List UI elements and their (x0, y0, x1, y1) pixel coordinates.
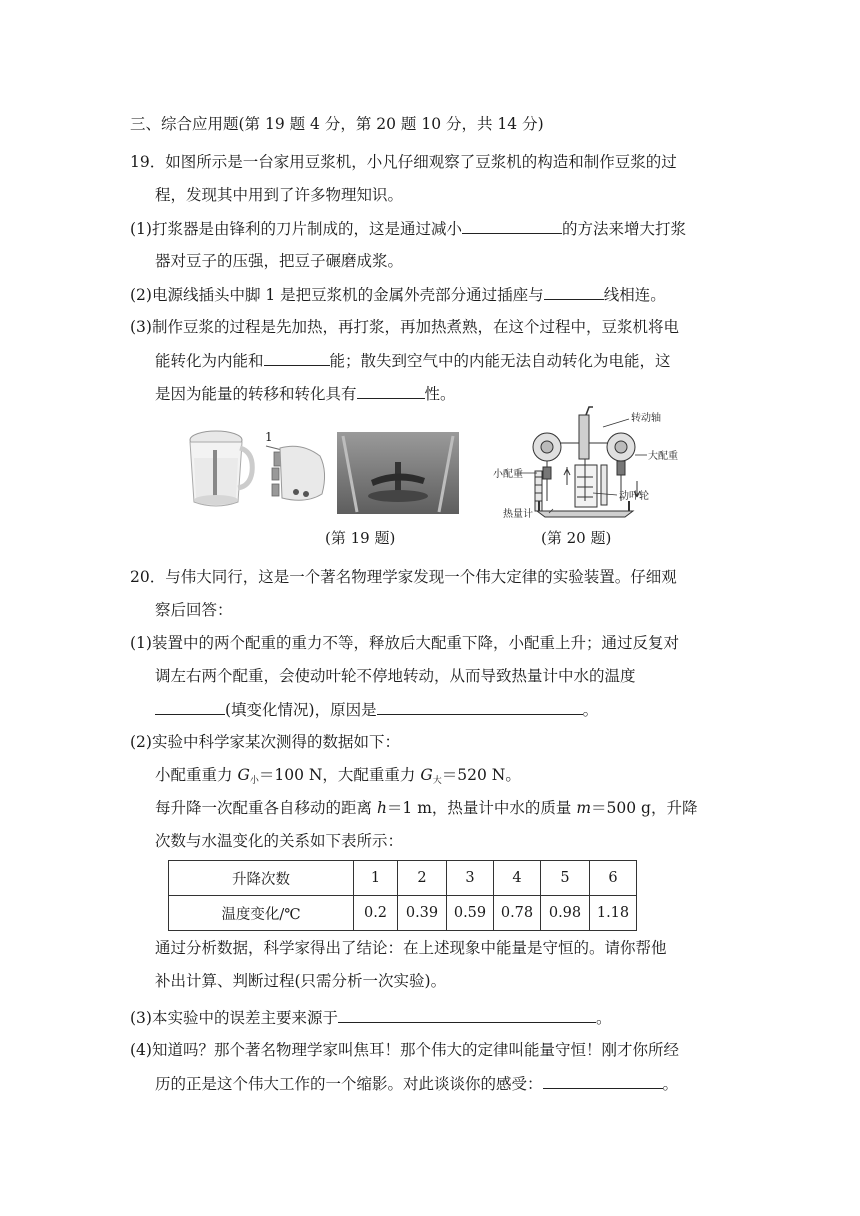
q20-part3-text-a: (3)本实验中的误差主要来源于 (130, 1009, 338, 1027)
q20-part4-blank[interactable] (543, 1072, 663, 1089)
q20-part2-line2 (155, 764, 521, 792)
table-header-cell: 温度变化/℃ (169, 896, 354, 931)
q20-part4-text-b: 历的正是这个伟大工作的一个缩影。对此谈谈你的感受： (155, 1075, 543, 1093)
q20-part1-blank2[interactable] (377, 698, 583, 715)
q19-part1-line1 (130, 217, 686, 240)
q19-part3-blank2[interactable] (357, 382, 425, 399)
q19-part2-text-a: (2)电源线插头中脚 1 是把豆浆机的金属外壳部分通过插座与 (130, 286, 544, 304)
q19-stem-line2: 程，发现其中用到了许多物理知识。 (155, 186, 404, 204)
q20-part4-line2 (155, 1072, 678, 1095)
q20-part1-blank1[interactable] (155, 698, 225, 715)
table-cell: 3 (447, 861, 494, 896)
data-table (168, 860, 637, 931)
table-cell: 5 (541, 861, 590, 896)
blender-blade-image (337, 432, 459, 514)
q20-stem-line2: 察后回答： (155, 601, 233, 619)
q19-part2-text-b: 线相连。 (603, 286, 666, 304)
q19-part1-blank[interactable] (462, 217, 562, 234)
q20-part1-line1: (1)装置中的两个配重的重力不等，释放后大配重下降，小配重上升；通过反复对 (130, 634, 679, 652)
table-cell: 0.98 (541, 896, 590, 931)
q19-part3-line1: (3)制作豆浆的过程是先加热，再打浆，再加热煮熟，在这个过程中，豆浆机将电 (130, 318, 679, 336)
section-title: 三、综合应用题(第 19 题 4 分，第 20 题 10 分，共 14 分) (130, 115, 544, 133)
q20-part2-line4: 次数与水温变化的关系如下表所示： (155, 832, 404, 850)
q20-part3-blank[interactable] (338, 1006, 596, 1023)
q20-part3-text-b: 。 (595, 1009, 612, 1027)
table-cell: 1 (354, 861, 398, 896)
q19-part1-text-b: 的方法来增大打浆 (561, 220, 686, 238)
label-impeller: 动叶轮 (619, 491, 649, 502)
q20-part1-text-d: 。 (582, 701, 599, 719)
q19-part2-line (130, 283, 666, 306)
table-cell: 0.39 (398, 896, 447, 931)
table-row (169, 896, 637, 931)
label-calorimeter: 热量计 (503, 509, 533, 520)
q20-part1-text-c: (填变化情况)，原因是 (225, 701, 377, 719)
q19-part3-blank1[interactable] (264, 349, 330, 366)
table-cell: 0.78 (494, 896, 541, 931)
label-big-weight: 大配重 (648, 451, 678, 462)
subscript-big: 大 (432, 776, 442, 786)
table-cell: 2 (398, 861, 447, 896)
q19-part2-blank[interactable] (544, 283, 604, 300)
q20-part2-line6: 补出计算、判断过程(只需分析一次实验)。 (155, 972, 447, 990)
q19-part3-text-c: 能；散失到空气中的内能无法自动转化为电能，这 (329, 352, 671, 370)
q20-stem-line1: 20．与伟大同行，这是一个著名物理学家发现一个伟大定律的实验装置。仔细观 (130, 568, 677, 586)
joule-apparatus-diagram (493, 405, 721, 521)
q20-part2-text-c1: 每升降一次配重各自移动的距离 (155, 799, 377, 817)
table-cell: 1.18 (590, 896, 637, 931)
table-cell: 0.59 (447, 896, 494, 931)
table-row (169, 861, 637, 896)
q19-part1-line2: 器对豆子的压强，把豆子碾磨成浆。 (155, 252, 404, 270)
q20-part2-text-b3: ＝520 N。 (441, 766, 521, 784)
q19-part3-text-b: 能转化为内能和 (155, 352, 264, 370)
symbol-g-big: G (420, 766, 433, 784)
q20-part2-line1: (2)实验中科学家某次测得的数据如下： (130, 733, 400, 751)
symbol-g-small: G (237, 766, 250, 784)
q20-part1-line3 (155, 698, 598, 721)
soymilk-maker-image (180, 428, 256, 514)
q19-part3-line2 (155, 349, 671, 372)
q20-part2-text-c2: ＝1 m，热量计中水的质量 (386, 799, 577, 817)
symbol-h: h (376, 799, 387, 817)
q20-figure-caption: (第 20 题) (541, 529, 612, 547)
q20-part2-text-b2: ＝100 N，大配重重力 (258, 766, 421, 784)
q20-part2-text-c3: ＝500 g，升降 (591, 799, 698, 817)
q19-stem-line1: 19．如图所示是一台家用豆浆机，小凡仔细观察了豆浆机的构造和制作豆浆的过 (130, 153, 677, 171)
label-shaft: 转动轴 (631, 413, 661, 424)
q20-part3-line (130, 1006, 611, 1029)
plug-image (262, 438, 330, 506)
table-header-cell: 升降次数 (169, 861, 354, 896)
q19-part1-text-a: (1)打浆器是由锋利的刀片制成的，这是通过减小 (130, 220, 462, 238)
plug-pin-label: 1 (265, 430, 273, 444)
label-small-weight: 小配重 (493, 469, 523, 480)
q20-part4-line1: (4)知道吗？那个著名物理学家叫焦耳！那个伟大的定律叫能量守恒！刚才你所经 (130, 1041, 679, 1059)
q19-part3-text-d: 是因为能量的转移和转化具有 (155, 385, 357, 403)
table-cell: 4 (494, 861, 541, 896)
q20-part2-line3 (155, 797, 697, 819)
q19-part3-text-e: 性。 (424, 385, 456, 403)
q19-part3-line3 (155, 382, 456, 405)
subscript-small: 小 (249, 776, 259, 786)
q20-part4-text-c: 。 (662, 1075, 679, 1093)
symbol-m: m (576, 799, 592, 817)
table-cell: 6 (590, 861, 637, 896)
table-cell: 0.2 (354, 896, 398, 931)
q20-part2-line5: 通过分析数据，科学家得出了结论：在上述现象中能量是守恒的。请你帮他 (155, 939, 667, 957)
q19-figure-caption: (第 19 题) (325, 529, 396, 547)
q20-part2-text-b1: 小配重重力 (155, 766, 238, 784)
q20-part1-line2: 调左右两个配重，会使动叶轮不停地转动，从而导致热量计中水的温度 (155, 667, 636, 685)
